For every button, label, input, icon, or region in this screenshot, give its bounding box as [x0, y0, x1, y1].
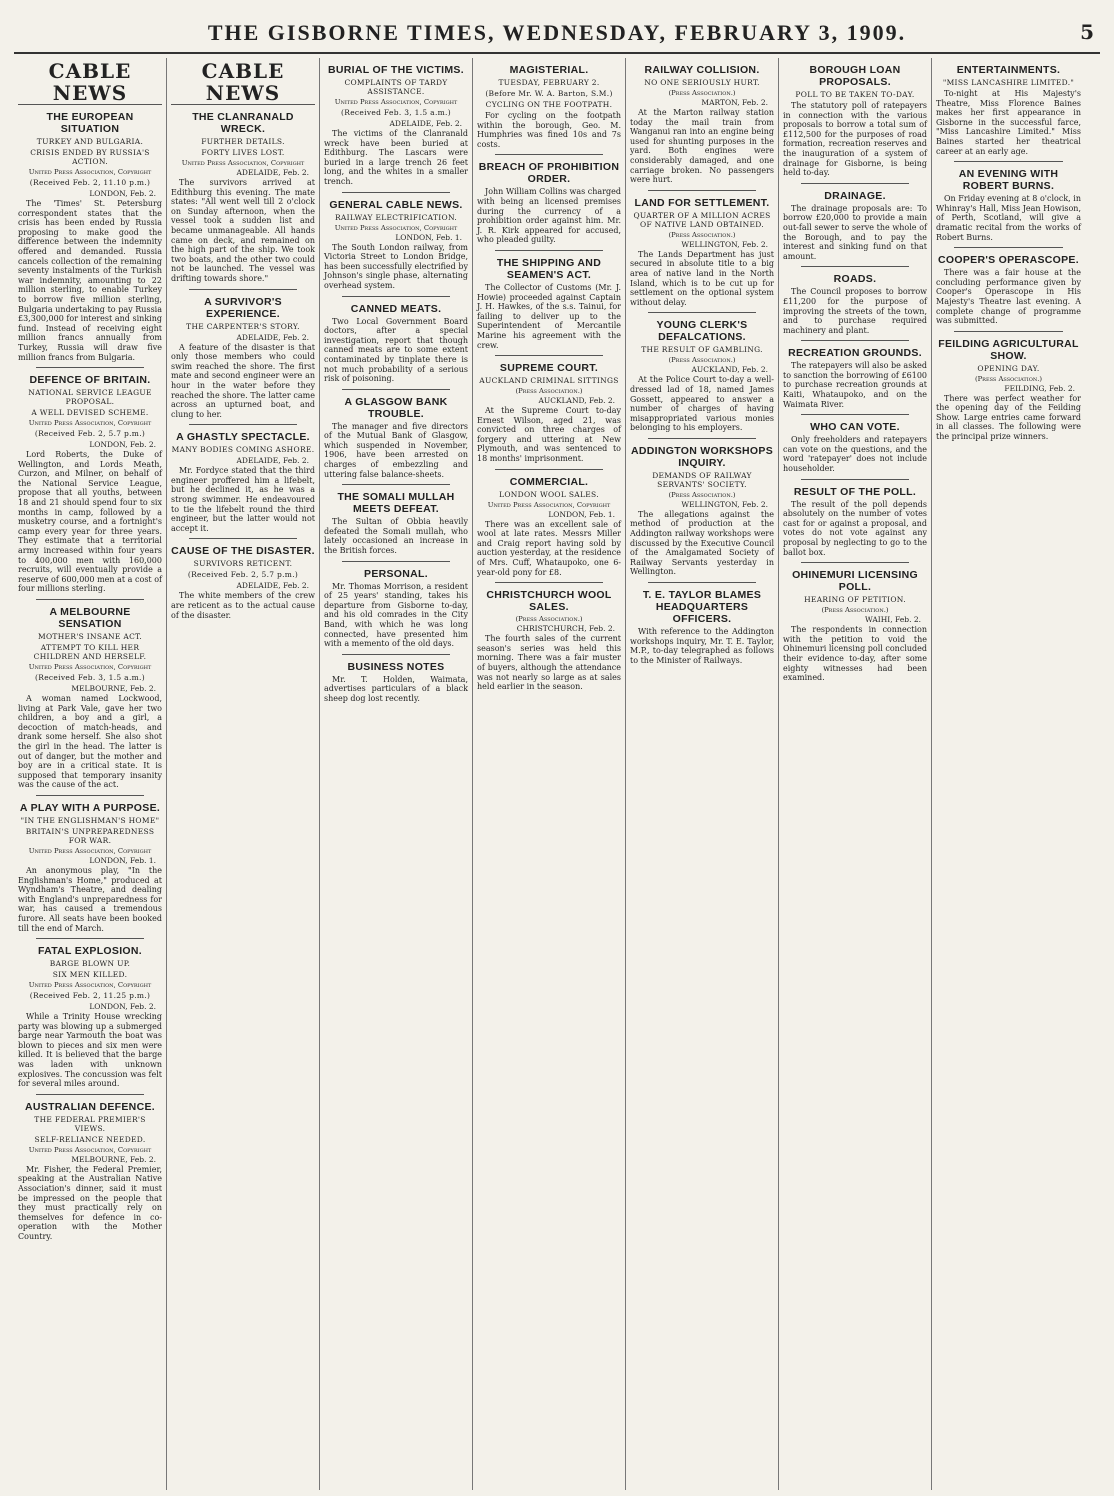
article-subheading: SURVIVORS RETICENT. [193, 559, 293, 569]
received-time: (Received Feb. 2, 5.7 p.m.) [187, 570, 299, 580]
article-byline: (Press Association.) [515, 615, 583, 624]
article-headline: FEILDING AGRICULTURAL SHOW. [938, 337, 1079, 362]
article-byline: United Press Association, Copyright [28, 981, 152, 990]
article-body: Only freeholders and ratepayers can vote on the questions, and the word 'ratepayer' does not include householder. [783, 435, 927, 474]
article-body: The survivors arrived at Edithburg this evening. The mate states: "All went well till 2 o'clock on Sunday afternoon, when the vessel took a sudden list and became unmanageable. All hands came on deck, and remained on the high part of the ship. We took two boats, and the other two could not be launched. The vessel was drifting towards shore." [171, 178, 315, 283]
article-body: John William Collins was charged with being an licensed premises during the currency of a prohibition order against him. Mr. J. R. Kirk appeared for accused, who pleaded guilty. [477, 187, 621, 245]
article [18, 111, 162, 362]
article-headline: PERSONAL. [364, 567, 428, 580]
article [936, 247, 1081, 326]
article-headline: LAND FOR SETTLEMENT. [634, 196, 770, 209]
article-headline: GENERAL CABLE NEWS. [329, 198, 463, 211]
article-divider [36, 938, 144, 939]
article-subheading: HEARING OF PETITION. [804, 595, 906, 605]
article-subheading: BARGE BLOWN UP. [49, 959, 131, 969]
article-dateline: LONDON, Feb. 2. [89, 1002, 156, 1012]
article-body: At the Marton railway station today the mail train from Wanganui ran into an engine being used for shunting purposes in the yard. Both engines were considerably damaged, and one carriage broken. No passengers were hurt. [630, 108, 774, 185]
article-body: The Council proposes to borrow £11,200 for the purpose of improving the streets of the town, and to purchase required machinery and plant. [783, 287, 927, 335]
column-6 [779, 58, 932, 1490]
article [783, 479, 927, 558]
received-time: (Received Feb. 3, 1.5 a.m.) [341, 108, 451, 117]
newspaper-title: THE GISBORNE TIMES, WEDNESDAY, FEBRUARY 3, 1909. [207, 20, 907, 45]
article-headline: AN EVENING WITH ROBERT BURNS. [958, 168, 1059, 193]
section-banner: CABLE NEWS [171, 60, 315, 105]
article-byline: (Press Association.) [668, 356, 736, 365]
article-subheading: THE FEDERAL PREMIER'S VIEWS. [34, 1114, 146, 1133]
page-number: 5 [1080, 20, 1094, 44]
article-headline: A GHASTLY SPECTACLE. [176, 431, 310, 444]
article-byline: (Press Association.) [974, 374, 1043, 383]
article [936, 64, 1081, 156]
article-dateline: ADELAIDE, Feb. 2. [236, 168, 309, 177]
article-subheading: RAILWAY ELECTRIFICATION. [334, 212, 458, 222]
article-dateline: MARTON, Feb. 2. [701, 98, 768, 107]
article-body: An anonymous play, "In the Englishman's Home," produced at Wyndham's Theatre, and dealing with England's unpreparedness for war, has caused a tremendous furore. All seats have been booked till the end of March. [18, 865, 162, 933]
article-body: The white members of the crew are reticent as to the actual cause of the disaster. [171, 591, 315, 620]
article-dateline: CHRISTCHURCH, Feb. 2. [516, 624, 615, 634]
article-dateline: ADELAIDE, Feb. 2. [389, 119, 462, 128]
article-body: Mr. Fisher, the Federal Premier, speaking at the Australian Native Association's dinner, said it must be impressed on the people that they must practically rely on themselves for defence in co-operation with the Mother Country. [18, 1164, 162, 1241]
article-dateline: LONDON, Feb. 1. [89, 855, 156, 865]
article-headline: THE CLANRANALD WRECK. [192, 111, 294, 135]
received-time: (Received Feb. 2, 11.25 p.m.) [29, 991, 151, 1001]
article-divider [954, 247, 1063, 248]
article-body: A feature of the disaster is that only those members who could swim reached the shore. The first mate and second engineer were an hour in the water before they reached the shore. The latter came across an upturned boat, and clung to her. [171, 342, 315, 419]
article [324, 192, 468, 291]
article-divider [495, 582, 603, 583]
article-divider [36, 1094, 144, 1095]
column-3 [320, 58, 473, 1490]
article-divider [648, 582, 756, 583]
article [324, 64, 468, 187]
article-body: Mr. Thomas Morrison, a resident of 25 years' standing, takes his departure from Gisborne to-day, and his old comrades in the City Band, with which he was long connected, have presented him with a memento of the old days. [324, 581, 468, 649]
article-byline: United Press Association, Copyright [181, 159, 305, 167]
article-subheading: NO ONE SERIOUSLY HURT. [644, 78, 760, 87]
article-divider [648, 312, 756, 313]
article-subheading: NATIONAL SERVICE LEAGUE PROPOSAL. [28, 388, 152, 407]
article-headline: WHO CAN VOTE. [810, 421, 900, 434]
article [477, 154, 621, 245]
article-divider [648, 438, 756, 439]
article-byline: United Press Association, Copyright [487, 500, 611, 509]
article-dateline: WELLINGTON, Feb. 2. [681, 499, 768, 509]
column-4 [473, 58, 626, 1490]
article [324, 561, 468, 649]
article-headline: CANNED MEATS. [350, 302, 442, 315]
article-body: With reference to the Addington workshops inquiry, Mr. T. E. Taylor, M.P., to-day telegraphed as follows to the Minister of Railways. [630, 627, 774, 665]
article-divider [342, 296, 450, 297]
article [783, 183, 927, 262]
article-subheading: MOTHER'S INSANE ACT. [37, 632, 143, 641]
article-byline: United Press Association, Copyright [334, 98, 458, 106]
article-divider [36, 599, 144, 600]
article-body: The 'Times' St. Petersburg correspondent states that the crisis has been ended by Russia proposing to make good the difference between the indemnity offered and demanded. Russia cancels collection of the remaining seventy instalments of the Turkish war indemnity, amounting to 22 million sterling, to enable Turkey to borrow five million sterling, Bulgaria undertaking to pay Russia £3,300,000 for interest and sinking fund. Instead of receiving eight million francs annually from Turkey, Russia will draw five million francs from Bulgaria. [18, 199, 162, 362]
article-headline: THE SHIPPING AND SEAMEN'S ACT. [496, 256, 602, 281]
article-divider [648, 190, 756, 191]
article-body: There was perfect weather for the opening day of the Feilding Show. Large entries came forward in all classes. The following were the principal prize winners. [936, 393, 1081, 442]
article-divider [342, 561, 450, 562]
article-subheading: OPENING DAY. [977, 363, 1040, 373]
received-time: (Received Feb. 2, 5.7 p.m.) [34, 429, 146, 439]
article-body: The manager and five directors of the Mutual Bank of Glasgow, which suspended in November, 1906, have been arrested on charges of embezzling and uttering false balance-sheets. [324, 421, 468, 479]
article [936, 161, 1081, 242]
article-byline: (Press Association.) [668, 490, 736, 499]
article-dateline: MELBOURNE, Feb. 2. [71, 684, 156, 693]
article-body: To-night at His Majesty's Theatre, Miss Florence Baines makes her first appearance in Gisborne in the successful farce, "Miss Lancashire Limited." Miss Baines started her theatrical career at an early age. [936, 89, 1081, 156]
article-divider [189, 538, 297, 539]
article [630, 190, 774, 308]
column-1 [14, 58, 167, 1490]
article-body: Mr. T. Holden, Waimata, advertises particulars of a black sheep dog lost recently. [324, 674, 468, 703]
article-headline: RAILWAY COLLISION. [644, 64, 760, 76]
article-divider [36, 795, 144, 796]
article-headline: BREACH OF PROHIBITION ORDER. [478, 161, 620, 186]
article-headline: MAGISTERIAL. [509, 64, 589, 76]
article-subheading: AUCKLAND CRIMINAL SITTINGS [479, 376, 619, 386]
article-subheading: LONDON WOOL SALES. [499, 489, 599, 499]
article-subheading: FURTHER DETAILS. [201, 137, 285, 146]
article-headline: ROADS. [833, 273, 877, 286]
article-headline: BURIAL OF THE VICTIMS. [328, 64, 464, 76]
article-subheading: DEMANDS OF RAILWAY SERVANTS' SOCIETY. [652, 470, 752, 489]
article-divider [189, 424, 297, 425]
article-divider [801, 562, 909, 563]
article-dateline: MELBOURNE, Feb. 2. [71, 1154, 156, 1164]
article [18, 938, 162, 1089]
article [477, 355, 621, 464]
article-dateline: WAIHI, Feb. 2. [865, 615, 921, 625]
article [324, 654, 468, 704]
article-body: The respondents in connection with the petition to void the Ohinemuri licensing poll concluded their evidence to-day, after some eighty witnesses had been examined. [783, 625, 927, 683]
article [324, 484, 468, 555]
article-headline: RECREATION GROUNDS. [788, 347, 922, 360]
article-headline: YOUNG CLERK'S DEFALCATIONS. [656, 319, 748, 344]
article-subheading: THE RESULT OF GAMBLING. [641, 345, 763, 355]
article [477, 250, 621, 350]
article-body: The drainage proposals are: To borrow £20,000 to provide a main out-fall sewer to serve the whole of the Borough, and to pay the interest and sinking fund on that amount. [783, 203, 927, 261]
article-divider [495, 355, 603, 356]
column-2 [167, 58, 320, 1490]
article-byline: (Press Association.) [668, 89, 736, 97]
article-dateline: LONDON, Feb. 1. [548, 509, 615, 519]
article [630, 582, 774, 665]
article-dateline: LONDON, Feb. 1. [395, 232, 462, 242]
article-headline: A MELBOURNE SENSATION [49, 606, 131, 630]
article-headline: DEFENCE OF BRITAIN. [29, 374, 151, 387]
article-subheading: MANY BODIES COMING ASHORE. [171, 445, 315, 455]
article-body: At the Police Court to-day a well-dressed lad of 18, named James Gossett, appeared to answer a number of charges of having misappropriated various monies belonging to his employers. [630, 375, 774, 433]
article [477, 469, 621, 578]
article-divider [189, 289, 297, 290]
article [18, 367, 162, 594]
article-body: The Collector of Customs (Mr. J. Howie) proceeded against Captain J. H. Hawkes, of the s.s. Tainui, for failing to deliver up to the Superintendent of Mercantile Marine his agreement with the crew. [477, 282, 621, 350]
article [783, 414, 927, 473]
article-dateline: ADELAIDE, Feb. 2. [236, 332, 309, 342]
article-subheading: POLL TO BE TAKEN TO-DAY. [795, 90, 915, 99]
article-subheading: SIX MEN KILLED. [52, 970, 128, 980]
article-divider [495, 469, 603, 470]
article-dateline: LONDON, Feb. 2. [89, 440, 156, 450]
article-body: While a Trinity House wrecking party was blowing up a submerged barge near Yarmouth the boat was blown to pieces and six men were killed. It is believed that the barge was laden with unknown explosives. The concussion was felt for several miles around. [18, 1012, 162, 1089]
article-divider [342, 389, 450, 390]
article-headline: SUPREME COURT. [499, 362, 599, 375]
article-divider [342, 654, 450, 655]
article-divider [801, 479, 909, 480]
article-subheading: (Before Mr. W. A. Barton, S.M.) [485, 89, 613, 98]
article-dateline: AUCKLAND, Feb. 2. [691, 365, 768, 375]
article [783, 340, 927, 409]
article-subheading: SELF-RELIANCE NEEDED. [34, 1134, 146, 1144]
article [324, 389, 468, 480]
article [630, 312, 774, 433]
article-body: A woman named Lockwood, living at Park Vale, gave her two children, a boy and a girl, a decoction of match-heads, and drank some herself. She also shot the girl in the head. The latter is out of danger, but the mother and boy are in a critical state. It is supposed that temporary insanity was the cause of the act. [18, 694, 162, 790]
article-subheading: A WELL DEVISED SCHEME. [31, 408, 149, 418]
article [783, 266, 927, 335]
article-headline: A PLAY WITH A PURPOSE. [19, 801, 161, 814]
article [18, 599, 162, 790]
column-7 [932, 58, 1085, 1490]
article-headline: ADDINGTON WORKSHOPS INQUIRY. [630, 444, 773, 469]
columns [14, 58, 1100, 1490]
article-headline: T. E. TAYLOR BLAMES HEADQUARTERS OFFICERS. [642, 589, 762, 626]
article-divider [36, 367, 144, 368]
article-subheading: "MISS LANCASHIRE LIMITED." [942, 78, 1075, 87]
article-byline: United Press Association, Copyright [334, 223, 458, 232]
article-body: There was a fair house at the concluding performance given by Cooper's Operascope in His Majesty's Theatre last evening. A complete change of programme was submitted. [936, 268, 1081, 326]
article-divider [495, 154, 603, 155]
received-time: (Received Feb. 2, 11.10 p.m.) [29, 178, 151, 187]
article [783, 64, 927, 178]
article-body: The victims of the Clanranald wreck have been buried at Edithburg. The Lascars were buried in a large trench 26 feet long, and the whites in a smaller trench. [324, 129, 468, 186]
article-headline: FATAL EXPLOSION. [38, 945, 142, 958]
article-subheading: "IN THE ENGLISHMAN'S HOME" [20, 815, 160, 825]
article-divider [342, 192, 450, 193]
article-subheading: TURKEY AND BULGARIA. [36, 137, 144, 146]
article-body: The fourth sales of the current season's series was held this morning. There was a fair muster of buyers, although the attendance was not nearly so large as at sales held earlier in the season. [477, 634, 621, 692]
article-subheading: TUESDAY, FEBRUARY 2. [498, 78, 600, 87]
article-dateline: AUCKLAND, Feb. 2. [538, 396, 615, 406]
article [171, 111, 315, 284]
column-5 [626, 58, 779, 1490]
article-byline: United Press Association, Copyright [28, 168, 152, 176]
article-divider [495, 250, 603, 251]
article-dateline: WELLINGTON, Feb. 2. [681, 239, 768, 249]
article-dateline: FEILDING, Feb. 2. [1004, 383, 1075, 393]
article-subheading: ATTEMPT TO KILL HER CHILDREN AND HERSELF. [33, 643, 147, 661]
article-headline: A GLASGOW BANK TROUBLE. [344, 395, 448, 420]
article-dateline: LONDON, Feb. 2. [89, 189, 156, 198]
article-body: The Sultan of Obbia heavily defeated the Somali mullah, who lately occasioned an increase in the British forces. [324, 517, 468, 556]
article [171, 424, 315, 533]
article [18, 1094, 162, 1242]
article [171, 538, 315, 620]
article-body: Two Local Government Board doctors, after a special investigation, report that though canned meats are to some extent contaminated by tinplate there is not much probability of a serious risk of poisoning. [324, 316, 468, 384]
article-byline: (Press Association.) [821, 606, 889, 615]
article-subheading: BRITAIN'S UNPREPAREDNESS FOR WAR. [25, 826, 155, 845]
article-body: There was an excellent sale of wool at late rates. Messrs Miller and Craig report having sold by auction yesterday, at the residence of Mrs. Cuff, Whataupoko, one 6-year-old pony for £8. [477, 519, 621, 577]
article [630, 438, 774, 577]
article-headline: CAUSE OF THE DISASTER. [171, 545, 315, 558]
article-body: The statutory poll of ratepayers in connection with the various proposals to borrow a total sum of £112,500 for the purposes of road formation, recreation reserves and the inauguration of a system of drainage for Gisborne, is being held to-day. [783, 101, 927, 178]
article-body: The result of the poll depends absolutely on the number of votes cast for or against a proposal, and votes do not vote against any proposal by neglecting to go to the ballot box. [783, 499, 927, 557]
article-headline: CHRISTCHURCH WOOL SALES. [486, 589, 612, 614]
article-headline: BOROUGH LOAN PROPOSALS. [809, 64, 901, 88]
article-headline: THE SOMALI MULLAH MEETS DEFEAT. [337, 491, 455, 516]
article-headline: A SURVIVOR'S EXPERIENCE. [204, 295, 282, 320]
article-headline: AUSTRALIAN DEFENCE. [25, 1100, 155, 1113]
article [630, 64, 774, 185]
article-body: The South London railway, from Victoria Street to London Bridge, has been successfully electrified by Johnson's single phase, alternating overhead system. [324, 242, 468, 290]
article-dateline: ADELAIDE, Feb. 2. [236, 456, 309, 466]
article-body: Mr. Fordyce stated that the third engineer proffered him a lifebelt, but he declined it, as he was a strong swimmer. He endeavoured to tie the lifebelt round the third engineer, but the latter would not accept it. [171, 466, 315, 533]
article-subheading: QUARTER OF A MILLION ACRES OF NATIVE LAND OBTAINED. [633, 210, 771, 229]
article-byline: United Press Association, Copyright [28, 1145, 152, 1154]
article-divider [801, 183, 909, 184]
article-byline: United Press Association, Copyright [28, 419, 152, 428]
article-byline: United Press Association, Copyright [28, 663, 152, 671]
article-headline: THE EUROPEAN SITUATION [46, 111, 134, 135]
article-headline: COMMERCIAL. [509, 475, 589, 488]
article [324, 296, 468, 384]
article-body: The allegations against the method of production at the Addington railway workshops were discussed by the Executive Council of the Amalgamated Society of Railway Servants yesterday in Wellington. [630, 509, 774, 577]
article-headline: ENTERTAINMENTS. [956, 64, 1061, 76]
article-subheading: COMPLAINTS OF TARDY ASSISTANCE. [344, 78, 448, 96]
article [477, 64, 621, 149]
article-headline: COOPER'S OPERASCOPE. [938, 254, 1079, 267]
article [171, 289, 315, 420]
article-body: Lord Roberts, the Duke of Wellington, and Lords Meath, Curzon, and Milner, on behalf of the National Service League, propose that all youths, between 18 and 21 should spend four to six months in camp, followed by a musketry course, and a fortnight's camp every year for three years. They estimate that a territorial army increased within four years to 400,000 men with 160,000 recruits, will eventually provide a reserve of 600,000 men at a cost of four millions sterling. [18, 450, 162, 594]
article-body: The ratepayers will also be asked to sanction the borrowing of £6100 to purchase recreation grounds at Kaiti, Whataupoko, and on the Waimata River. [783, 361, 927, 409]
article-body: For cycling on the footpath within the borough, Geo. M. Humphries was fined 10s and 7s costs. [477, 111, 621, 149]
article-byline: (Press Association.) [515, 387, 583, 396]
article [783, 562, 927, 683]
section-banner: CABLE NEWS [18, 60, 162, 105]
article-divider [342, 484, 450, 485]
article-divider [801, 414, 909, 415]
article-body: The Lands Department has just secured in absolute title to a big area of native land in the North Island, which is to be cut up for settlement on the optional system without delay. [630, 249, 774, 307]
article-body: At the Supreme Court to-day Ernest Wilson, aged 21, was convicted on three charges of forgery and uttering at New Plymouth, and was sentenced to 18 months' imprisonment. [477, 406, 621, 464]
article-headline: RESULT OF THE POLL. [793, 485, 917, 498]
received-time: (Received Feb. 3, 1.5 a.m.) [35, 673, 145, 682]
article-divider [801, 266, 909, 267]
article-dateline: ADELAIDE, Feb. 2. [236, 581, 309, 591]
article-subheading: CRISIS ENDED BY RUSSIA'S ACTION. [30, 148, 150, 166]
article [477, 582, 621, 692]
article-byline: United Press Association, Copyright [28, 846, 152, 855]
article-divider [954, 331, 1063, 332]
article-subheading: THE CARPENTER'S STORY. [186, 321, 300, 331]
article-headline: OHINEMURI LICENSING POLL. [792, 569, 918, 594]
article-headline: DRAINAGE. [824, 189, 886, 202]
article [18, 795, 162, 933]
article-divider [801, 340, 909, 341]
article-body: On Friday evening at 8 o'clock, in Whinray's Hall, Miss Jean Howison, of Perth, Scotland, will give a dramatic recital from the works of Robert Burns. [936, 194, 1081, 242]
article-byline: (Press Association.) [668, 230, 736, 239]
article-divider [954, 161, 1063, 162]
article-subheading: FORTY LIVES LOST. [201, 148, 285, 157]
masthead [14, 14, 1100, 54]
article [936, 331, 1081, 442]
article-subheading: CYCLING ON THE FOOTPATH. [485, 100, 613, 109]
article-headline: BUSINESS NOTES [347, 660, 445, 673]
